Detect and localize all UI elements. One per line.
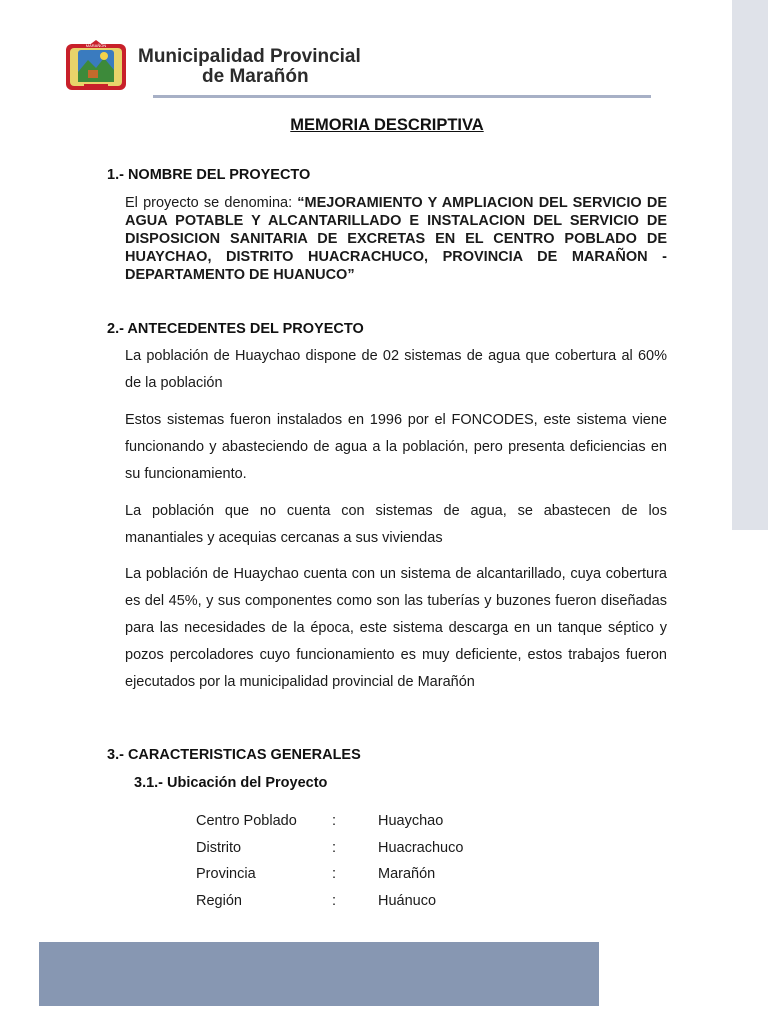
antecedent-paragraph-3: La población que no cuenta con sistemas de agua, se abastecen de los manantiales y acequias cercanas a sus viviendas [125, 503, 667, 546]
section-3-1-heading: 3.1.- Ubicación del Proyecto [134, 775, 328, 791]
municipal-coat-of-arms-icon [64, 36, 128, 92]
letterhead [64, 36, 664, 100]
table-row [196, 861, 463, 888]
location-key: Región [196, 892, 242, 909]
organization-name: Municipalidad Provincial [138, 46, 361, 67]
location-separator: : [332, 813, 337, 830]
table-row [196, 835, 463, 862]
footer-band [39, 942, 599, 1006]
project-name-paragraph [125, 194, 667, 284]
location-key: Distrito [196, 839, 242, 856]
table-row [196, 888, 463, 915]
document-title: MEMORIA DESCRIPTIVA [290, 116, 484, 134]
location-key: Centro Poblado [196, 813, 297, 830]
location-value: Huaychao [378, 813, 444, 830]
location-separator: : [332, 866, 337, 883]
header-divider [153, 95, 651, 98]
location-value: Marañón [378, 866, 436, 883]
table-row [196, 808, 463, 835]
antecedent-paragraph-2: Estos sistemas fueron instalados en 1996 por el FONCODES, este sistema viene funcionando y abasteciendo de agua a la población, pero presenta deficiencias en su funcionamiento. [125, 412, 667, 482]
section-1-heading: 1.- NOMBRE DEL PROYECTO [107, 167, 311, 183]
page-side-bar [732, 0, 768, 530]
section-2-heading: 2.- ANTECEDENTES DEL PROYECTO [107, 321, 364, 337]
project-name: “MEJORAMIENTO Y AMPLIACION DEL SERVICIO DE AGUA POTABLE Y ALCANTARILLADO E INSTALACION DEL SERVICIO DE DISPOSICION SANITARIA DE EXCRETAS EN EL CENTRO POBLADO DE HUAYCHAO, DISTRITO HUACRACHUCO, PROVINCIA DE MARAÑON - DEPARTAMENTO DE HUANUCO” [125, 195, 667, 283]
location-value: Huánuco [378, 892, 437, 909]
organization-province: de Marañón [202, 66, 309, 87]
antecedent-paragraph-1: La población de Huaychao dispone de 02 sistemas de agua que cobertura al 60% de la población [125, 348, 667, 391]
section-3-heading: 3.- CARACTERISTICAS GENERALES [107, 747, 361, 763]
location-separator: : [332, 892, 337, 909]
location-value: Huacrachuco [378, 839, 464, 856]
location-table [196, 808, 463, 914]
antecedent-paragraph-4: La población de Huaychao cuenta con un sistema de alcantarillado, cuya cobertura es del 45%, y sus componentes como son las tuberías y buzones fueron diseñadas para las necesidades de la época, este sistema descarga en un tanque séptico y pozos percoladores cuyo funcionamiento es muy deficiente, estos trabajos fueron ejecutados por la municipalidad provincial de Marañón [125, 566, 667, 690]
location-separator: : [332, 839, 337, 856]
svg-text:MARAÑON: MARAÑON [85, 43, 107, 48]
location-key: Provincia [196, 866, 256, 883]
project-name-lead: El proyecto se denomina: [125, 195, 298, 211]
